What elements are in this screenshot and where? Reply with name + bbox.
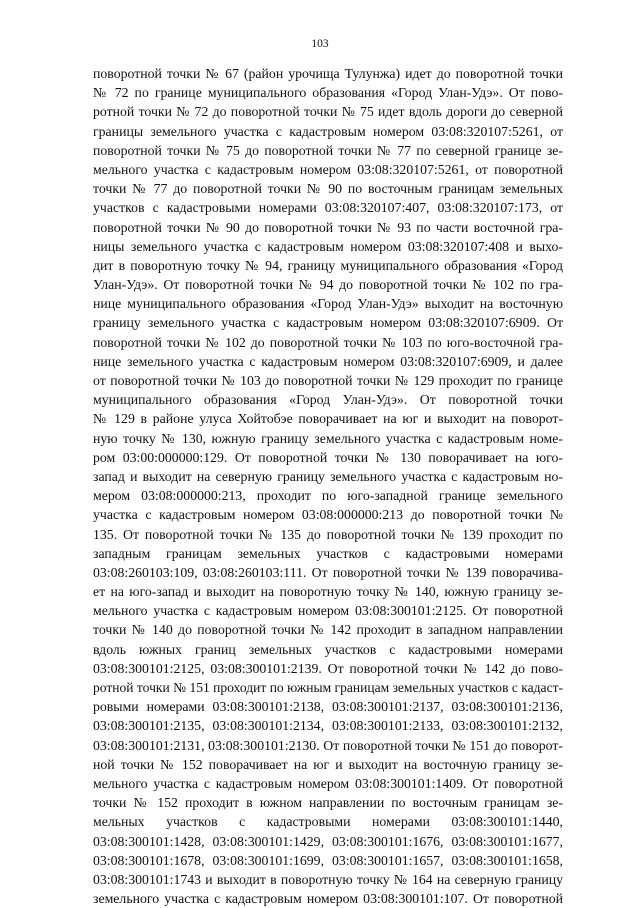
text-line: границу земельного участка с кадастровым номером 03:08:320107:6909. От	[93, 315, 563, 331]
text-line: 03:08:300101:1743 и выходит в поворотную точку № 164 на северную границу	[93, 871, 563, 887]
text-line: поворотной точки № 75 до поворотной точки № 77 по северной границе зе-	[93, 142, 563, 158]
text-line: границы земельного участка с кадастровым номером 03:08:320107:5261, от	[93, 123, 563, 139]
text-line: 03:08:300101:1678, 03:08:300101:1699, 03:08:300101:1657, 03:08:300101:1658,	[93, 852, 563, 868]
text-line: участка с кадастровым номером 03:08:000000:213 до поворотной точки №	[93, 507, 563, 523]
text-line: муниципального образования «Город Улан-Удэ». От поворотной точки	[93, 392, 563, 408]
text-line: от поворотной точки № 103 до поворотной точки № 129 проходит по границе	[93, 373, 563, 388]
text-line: ровыми номерами 03:08:300101:2138, 03:08:300101:2137, 03:08:300101:2136,	[93, 699, 563, 715]
text-line: мельного участка с кадастровым номером 03:08:300101:1409. От поворотной	[93, 775, 563, 791]
text-line: № 72 по границе муниципального образования «Город Улан-Удэ». От пово-	[93, 85, 563, 101]
text-line: точки № 140 до поворотной точки № 142 проходит в западном направлении	[93, 622, 563, 638]
text-line: 03:08:300101:2135, 03:08:300101:2134, 03:08:300101:2133, 03:08:300101:2132,	[93, 718, 563, 734]
text-line: участков с кадастровыми номерами 03:08:320107:407, 03:08:320107:173, от	[93, 200, 563, 216]
text-line: поворотной точки № 90 до поворотной точки № 93 по части восточной гра-	[93, 219, 563, 235]
text-line: мером 03:08:000000:213, проходит по юго-западной границе земельного	[93, 488, 563, 504]
text-line: 135. От поворотной точки № 135 до поворотной точки № 139 проходит по	[93, 526, 563, 542]
text-line: 03:08:300101:2131, 03:08:300101:2130. От поворотной точки № 151 до поворот-	[93, 737, 563, 753]
text-line: ную точку № 130, южную границу земельного участка с кадастровым номе-	[93, 430, 563, 446]
page-number: 103	[311, 38, 329, 50]
text-line: земельного участка с кадастровым номером 03:08:300101:107. От поворотной	[93, 891, 563, 907]
text-line: точки № 77 до поворотной точки № 90 по восточным границам земельных	[93, 181, 563, 197]
text-line: ницы земельного участка с кадастровым номером 03:08:320107:408 и выхо-	[93, 238, 563, 254]
text-line: дит в поворотную точку № 94, границу муниципального образования «Город	[93, 257, 563, 273]
text-line: запад и выходит на северную границу земельного участка с кадастровым но-	[93, 468, 563, 484]
text-line: поворотной точки № 67 (район урочища Тулунжа) идет до поворотной точки	[93, 66, 563, 81]
text-line: ной точки № 152 поворачивает на юг и выходит на восточную границу зе-	[93, 756, 563, 772]
text-line: мельного участка с кадастровым номером 03:08:320107:5261, от поворотной	[93, 161, 563, 177]
text-line: нице муниципального образования «Город Улан-Удэ» выходит на восточную	[93, 296, 563, 312]
text-line: западным границам земельных участков с кадастровыми номерами	[93, 545, 563, 561]
text-line: мельных участков с кадастровыми номерами 03:08:300101:1440,	[93, 814, 563, 830]
text-line: Улан-Удэ». От поворотной точки № 94 до поворотной точки № 102 по гра-	[93, 277, 563, 293]
text-line: 03:08:260103:109, 03:08:260103:111. От поворотной точки № 139 поворачива-	[93, 564, 563, 580]
text-line: точки № 152 проходит в южном направлении по восточным границам зе-	[93, 795, 563, 811]
text-line: 03:08:300101:1428, 03:08:300101:1429, 03:08:300101:1676, 03:08:300101:1677,	[93, 833, 563, 849]
text-line: ром 03:00:000000:129. От поворотной точки № 130 поворачивает на юго-	[93, 449, 563, 465]
text-line: ротной точки № 151 проходит по южным границам земельных участков с кадаст-	[93, 680, 563, 695]
text-line: ротной точки № 72 до поворотной точки № 75 идет вдоль дороги до северной	[93, 104, 563, 120]
text-line: поворотной точки № 102 до поворотной точки № 103 по юго-восточной гра-	[93, 334, 563, 350]
text-line: № 129 в районе улуса Хойтобэе поворачивает на юг и выходит на поворот-	[93, 411, 563, 427]
text-line: ет на юго-запад и выходит на поворотную точку № 140, южную границу зе-	[93, 584, 563, 600]
body-text	[93, 64, 563, 908]
text-line: 03:08:300101:2125, 03:08:300101:2139. От поворотной точки № 142 до пово-	[93, 660, 563, 676]
text-line: мельного участка с кадастровым номером 03:08:300101:2125. От поворотной	[93, 603, 563, 619]
text-line: нице земельного участка с кадастровым номером 03:08:320107:6909, и далее	[93, 353, 563, 369]
text-line: вдоль южных границ земельных участков с кадастровыми номерами	[93, 641, 563, 657]
